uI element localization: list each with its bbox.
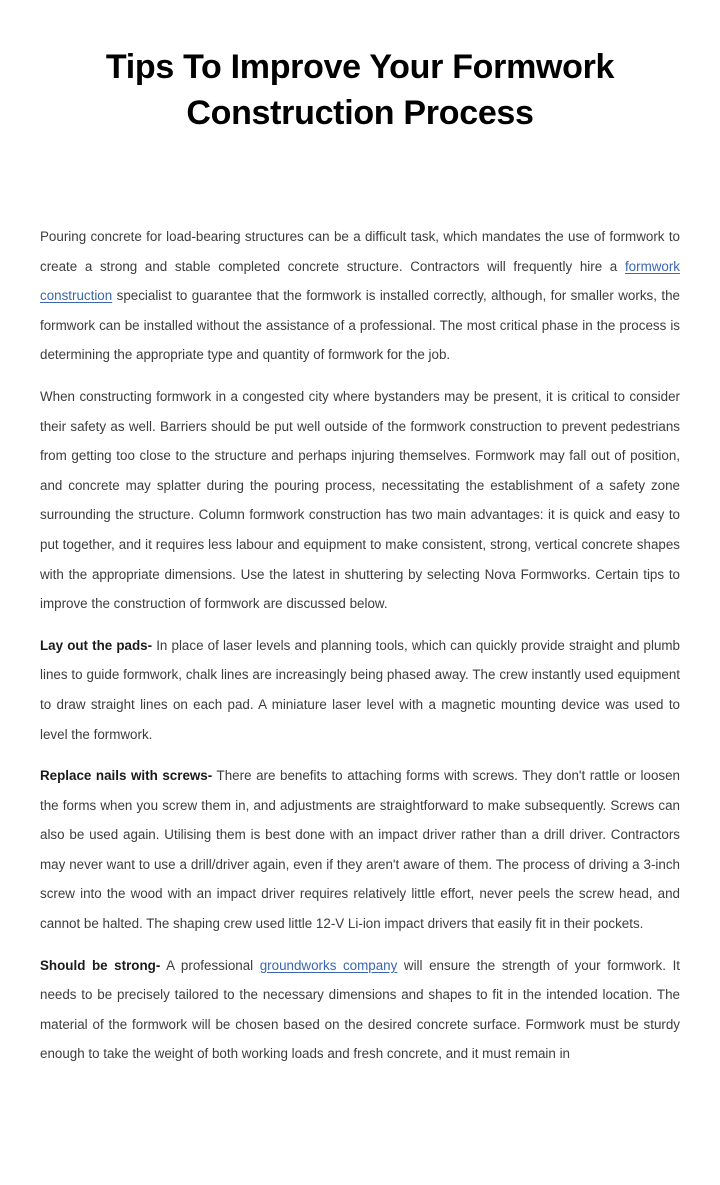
paragraph-should-be-strong: Should be strong- A professional groundworks company will ensure the strength of your formwork. It needs to be precisely tailored to the necessary dimensions and shapes to fit in the intended location. The material of the formwork will be chosen based on the desired concrete surface. Formwork must be sturdy enough to take the weight of both working loads and fresh concrete, and it must remain in xyxy=(40,957,681,1062)
paragraph-intro: Pouring concrete for load-bearing structures can be a difficult task, which mandates the use of formwork to create a strong and stable completed concrete structure. Contractors will frequently hire a formwork construction specialist to guarantee that the formwork is installed correctly, although, for smaller works, the formwork can be installed without the assistance of a professional. The most critical phase in the process is determining the appropriate type and quantity of formwork for the job. xyxy=(40,229,680,363)
inline-link[interactable]: formwork construction xyxy=(40,258,680,304)
page-title: Tips To Improve Your Formwork Construction Process xyxy=(105,48,615,132)
paragraph-list xyxy=(40,222,680,1069)
paragraph-lay-out-the-pads: Lay out the pads- In place of laser levels and planning tools, which can quickly provide straight and plumb lines to guide formwork, chalk lines are increasingly being phased away. The crew instantly used equipment to draw straight lines on each pad. A miniature laser level with a magnetic mounting device was used to level the formwork. xyxy=(40,637,680,742)
inline-link[interactable]: groundworks company xyxy=(259,957,398,973)
paragraph-replace-nails-with-screws: Replace nails with screws- There are benefits to attaching forms with screws. They don't rattle or loosen the forms when you screw them in, and adjustments are straightforward to make subsequently. Screws can also be used again. Utilising them is best done with an impact driver rather than a drill driver. Contractors may never want to use a drill/driver again, even if they aren't aware of them. The process of driving a 3-inch screw into the wood with an impact driver requires relatively little effort, never peels the screw head, and cannot be halted. The shaping crew used little 12-V Li-ion impact drivers that easily fit in their pockets. xyxy=(40,768,680,932)
paragraph-lead-lay-out-the-pads: Lay out the pads- xyxy=(40,637,153,653)
paragraph-lead-replace-nails-with-screws: Replace nails with screws- xyxy=(40,768,213,784)
paragraph-safety: When constructing formwork in a congested city where bystanders may be present, it is critical to consider their safety as well. Barriers should be put well outside of the formwork construction to prevent pedestrians from getting too close to the structure and perhaps injuring themselves. Formwork may fall out of position, and concrete may splatter during the pouring process, necessitating the establishment of a safety zone surrounding the structure. Column formwork construction has two main advantages: it is quick and easy to put together, and it requires less labour and equipment to make consistent, strong, vertical concrete shapes with the appropriate dimensions. Use the latest in shuttering by selecting Nova Formworks. Certain tips to improve the construction of formwork are discussed below. xyxy=(40,388,680,612)
article-body xyxy=(0,222,720,1069)
paragraph-lead-should-be-strong: Should be strong- xyxy=(40,957,161,973)
